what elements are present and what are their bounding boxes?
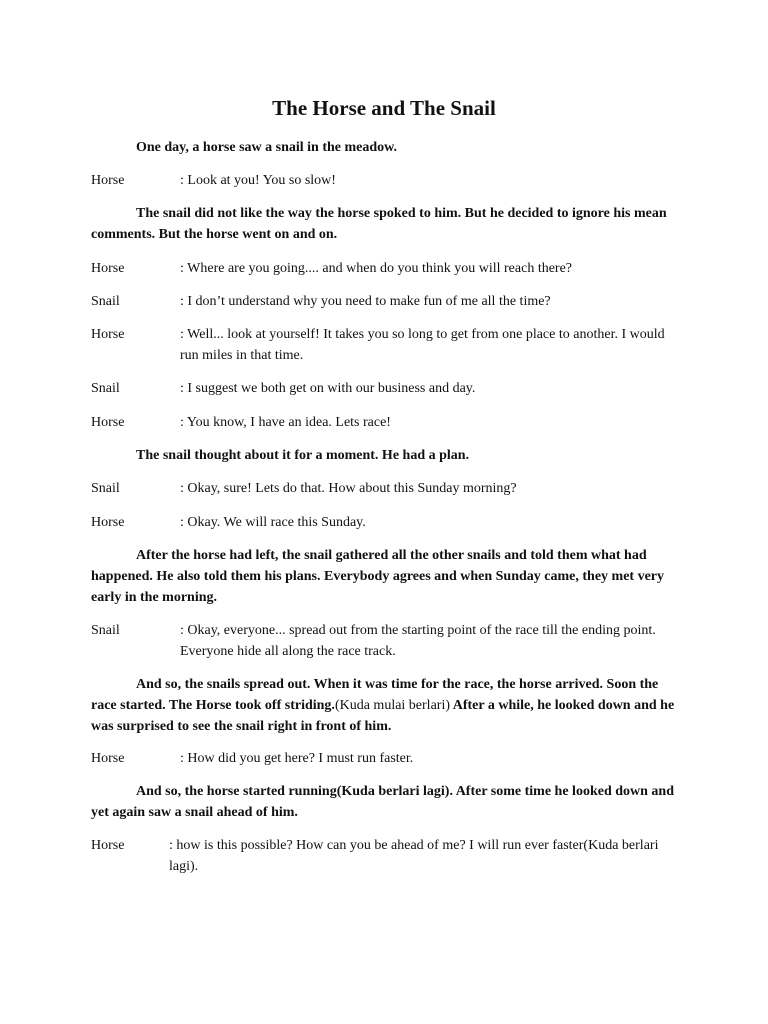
narration-5-part-1: And so, the snails spread out. When it was time for the race, the horse arrived. Soon the race started. The Horse took off striding. (91, 677, 659, 713)
dialogue-11 (91, 835, 691, 877)
narration-5 (91, 674, 679, 737)
dialogue-line: : Where are you going.... and when do you think you will reach there? (180, 261, 573, 276)
dialogue-line: : How did you get here? I must run faster. (180, 751, 414, 766)
dialogue-line: : Okay, everyone... spread out from the starting point of the race till the ending point. Everyone hide all along the race track. (180, 623, 656, 659)
speaker: Horse (91, 261, 125, 276)
speaker: Horse (91, 415, 125, 430)
dialogue-10 (91, 748, 691, 769)
speaker: Horse (91, 751, 125, 766)
narration-6: And so, the horse started running(Kuda berlari lagi). After some time he looked down and yet again saw a snail ahead of him. (91, 784, 674, 820)
dialogue-line: : I don’t understand why you need to make fun of me all the time? (180, 294, 551, 309)
dialogue-line: : Look at you! You so slow! (180, 173, 336, 188)
narration-4: After the horse had left, the snail gathered all the other snails and told them what had happened. He also told them his plans. Everybody agrees and when Sunday came, they met very early in the morning. (91, 548, 665, 605)
dialogue-line: : Well... look at yourself! It takes you so long to get from one place to another. I would run miles in that time. (180, 327, 665, 363)
dialogue-line: : how is this possible? How can you be ahead of me? I will run ever faster(Kuda berlari lagi). (169, 838, 659, 874)
speaker: Snail (91, 481, 120, 496)
narration-5-translation: (Kuda mulai berlari) (334, 698, 450, 713)
speaker: Horse (91, 173, 125, 188)
speaker: Horse (91, 515, 125, 530)
dialogue-2 (91, 258, 691, 279)
dialogue-3 (91, 291, 691, 312)
narration-5-part-2: After a while, he looked down and he was surprised to see the snail right in front of him. (91, 698, 675, 734)
dialogue-line: : Okay, sure! Lets do that. How about this Sunday morning? (180, 481, 517, 496)
dialogue-1 (91, 170, 691, 191)
speaker: Horse (91, 838, 125, 853)
dialogue-line: : I suggest we both get on with our business and day. (180, 381, 476, 396)
dialogue-5 (91, 378, 691, 399)
speaker: Horse (91, 327, 125, 342)
dialogue-9 (91, 620, 691, 662)
narration-2: The snail did not like the way the horse spoked to him. But he decided to ignore his mean comments. But the horse went on and on. (91, 206, 667, 242)
dialogue-7 (91, 478, 691, 499)
narration-1: One day, a horse saw a snail in the meadow. (136, 140, 397, 155)
speaker: Snail (91, 381, 120, 396)
dialogue-line: : Okay. We will race this Sunday. (180, 515, 366, 530)
narration-3: The snail thought about it for a moment. He had a plan. (136, 448, 470, 463)
speaker: Snail (91, 623, 120, 638)
dialogue-4 (91, 324, 691, 366)
dialogue-line: : You know, I have an idea. Lets race! (180, 415, 391, 430)
dialogue-8 (91, 512, 691, 533)
story-title: The Horse and The Snail (272, 96, 496, 120)
dialogue-6 (91, 412, 691, 433)
speaker: Snail (91, 294, 120, 309)
